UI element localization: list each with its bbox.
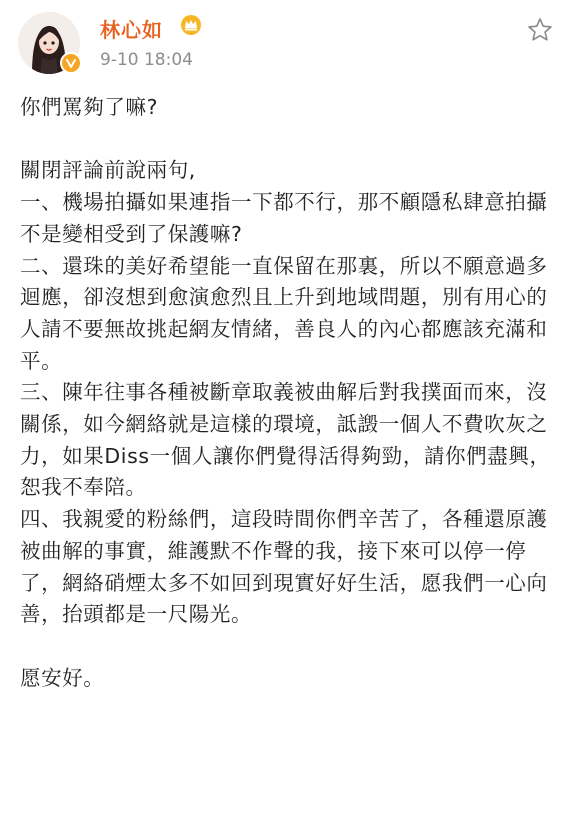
verified-badge-icon bbox=[60, 52, 82, 74]
post-paragraph: 愿安好。 bbox=[20, 665, 105, 690]
post-paragraph: 你們罵夠了嘛? bbox=[20, 95, 159, 119]
crown-icon bbox=[180, 14, 202, 36]
post-paragraph: 三、陳年往事各種被斷章取義被曲解后對我撲面而來，沒關係，如今網絡就是這樣的環境，詆譭一個人不費吹灰之力，如果Diss一個人讓你們覺得活得夠勁，請你們盡興，恕我不奉陪。 bbox=[20, 380, 551, 500]
post-header bbox=[0, 0, 575, 90]
post-paragraph: 一、機場拍攝如果連指一下都不行，那不顧隱私肆意拍攝不是變相受到了保護嘛? bbox=[20, 190, 548, 246]
author-name[interactable]: 林心如 bbox=[100, 18, 163, 42]
star-icon[interactable] bbox=[526, 16, 554, 44]
post-timestamp: 9-10 18:04 bbox=[100, 50, 193, 70]
paragraph-spacer bbox=[20, 124, 560, 156]
paragraph-spacer bbox=[20, 631, 560, 663]
post-paragraph: 關閉評論前說兩句, bbox=[20, 158, 196, 183]
post-paragraph: 四、我親愛的粉絲們，這段時間你們辛苦了，各種還原護被曲解的事實，維護默不作聲的我，接下來可以停一停了，網絡硝煙太多不如回到現實好好生活，愿我們一心向善，抬頭都是一尺陽光。 bbox=[20, 507, 548, 627]
post-body bbox=[20, 92, 560, 694]
post-paragraph: 二、還珠的美好希望能一直保留在那裏，所以不願意過多迴應，卻沒想到愈演愈烈且上升到地域問題，別有用心的人請不要無故挑起網友情緒，善良人的內心都應該充滿和平。 bbox=[20, 253, 548, 373]
